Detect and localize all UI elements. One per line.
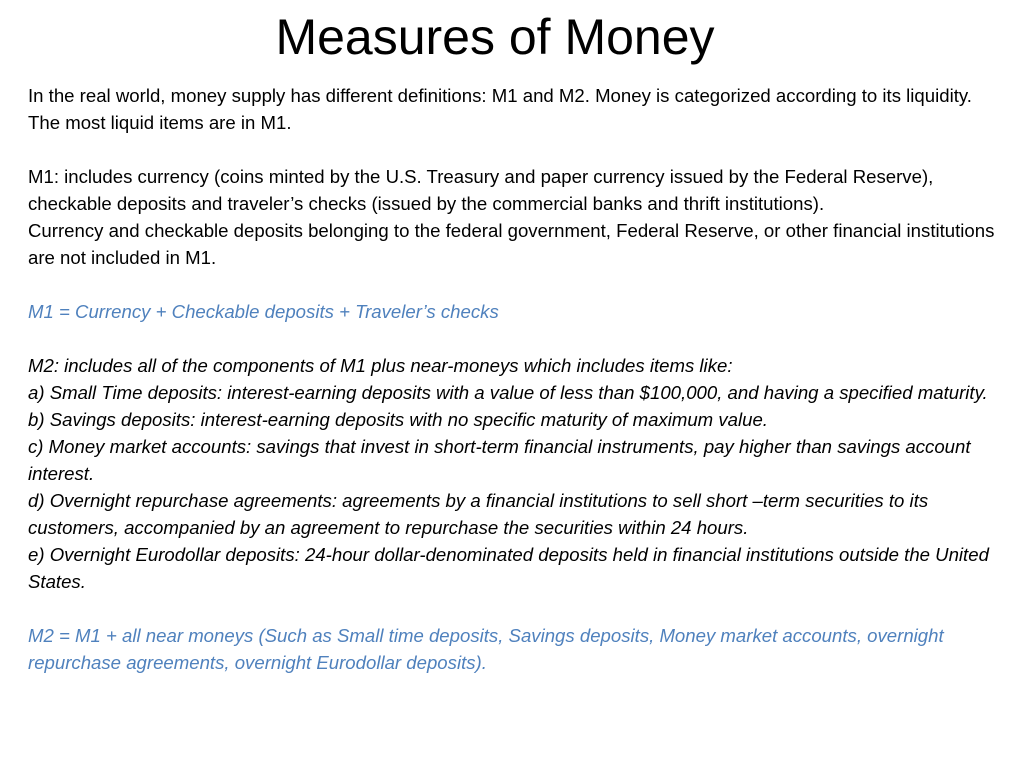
m2-item-a: a) Small Time deposits: interest-earning deposits with a value of less than $100,000, and having a specified maturity. — [28, 382, 988, 403]
slide-body — [28, 82, 996, 676]
m2-item-e: e) Overnight Eurodollar deposits: 24-hour dollar-denominated deposits held in financial institutions outside the United States. — [28, 544, 989, 592]
spacer — [28, 595, 996, 622]
m2-formula: M2 = M1 + all near moneys (Such as Small time deposits, Savings deposits, Money market accounts, overnight repurchase agreements, overnight Eurodollar deposits). — [28, 625, 944, 673]
spacer — [28, 325, 996, 352]
slide-title: Measures of Money — [275, 9, 715, 65]
m1-formula: M1 = Currency + Checkable deposits + Traveler’s checks — [28, 301, 499, 322]
m2-item-c: c) Money market accounts: savings that invest in short-term financial instruments, pay higher than savings account interest. — [28, 436, 971, 484]
m2-definition: M2: includes all of the components of M1 plus near-moneys which includes items like: — [28, 355, 733, 376]
m2-item-b: b) Savings deposits: interest-earning deposits with no specific maturity of maximum value. — [28, 409, 768, 430]
m1-exclusion: Currency and checkable deposits belonging to the federal government, Federal Reserve, or other financial institutions are not included in M1. — [28, 220, 995, 268]
m2-item-d: d) Overnight repurchase agreements: agreements by a financial institutions to sell short –term securities to its customers, accompanied by an agreement to repurchase the securities within 24 hours. — [28, 490, 929, 538]
spacer — [28, 136, 996, 163]
m1-definition: M1: includes currency (coins minted by the U.S. Treasury and paper currency issued by the Federal Reserve), checkable deposits and traveler’s checks (issued by the commercial banks and thrift institutions). — [28, 166, 934, 214]
spacer — [28, 271, 996, 298]
intro-paragraph: In the real world, money supply has different definitions: M1 and M2. Money is categorized according to its liquidity. The most liquid items are in M1. — [28, 85, 972, 133]
